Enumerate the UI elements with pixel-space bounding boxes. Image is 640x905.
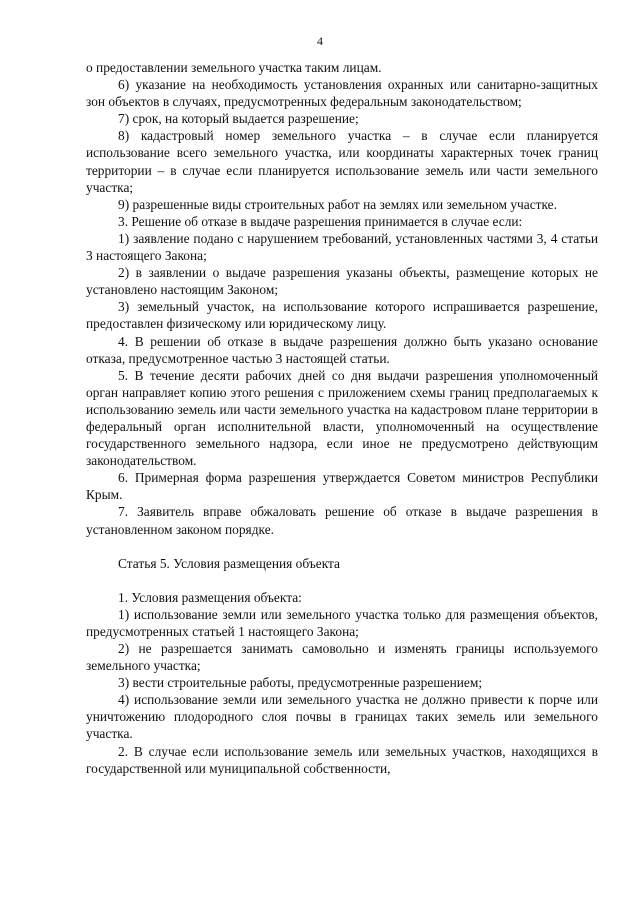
article-5-heading: Статья 5. Условия размещения объекта (118, 555, 340, 571)
list-item-9: 9) разрешенные виды строительных работ на землях или земельном участке. (118, 196, 557, 212)
page-number: 4 (317, 34, 323, 48)
document-body (86, 59, 598, 777)
article-5-clause-1: 1. Условия размещения объекта: (118, 589, 302, 605)
clause-3-item-2: 2) в заявлении о выдаче разрешения указаны объекты, размещение которых не установлено настоящим Законом; (86, 265, 598, 298)
list-item-7: 7) срок, на который выдается разрешение; (118, 111, 359, 127)
clause-7: 7. Заявитель вправе обжаловать решение об отказе в выдаче разрешения в установленном законом порядке. (86, 504, 598, 537)
list-item-6: 6) указание на необходимость установления охранных или санитарно-защитных зон объектов в случаях, предусмотренных федеральным законодательством; (86, 77, 598, 110)
article-5-item-1: 1) использование земли или земельного участка только для размещения объектов, предусмотренных статьей 1 настоящего Закона; (86, 606, 598, 639)
article-5-item-4: 4) использование земли или земельного участка не должно привести к порче или уничтожению плодородного слоя почвы в границах таких земель или земельного участка. (86, 692, 598, 742)
clause-3: 3. Решение об отказе в выдаче разрешения принимается в случае если: (118, 213, 523, 229)
article-5-item-3: 3) вести строительные работы, предусмотренные разрешением; (118, 675, 483, 691)
clause-5: 5. В течение десяти рабочих дней со дня выдачи разрешения уполномоченный орган направляет копию этого решения с приложением схемы границ предполагаемых к использованию земель или части земельного участка на кадастровом плане территории в федеральный орган исполнительной власти, уполномоченный на осуществление государственного земельного надзора, если иное не предусмотрено действующим законодательством. (86, 367, 598, 469)
clause-4: 4. В решении об отказе в выдаче разрешения должно быть указано основание отказа, предусмотренное частью 3 настоящей статьи. (86, 333, 598, 366)
article-5-clause-2: 2. В случае если использование земель или земельных участков, находящихся в государственной или муниципальной собственности, (86, 743, 598, 776)
clause-3-item-1: 1) заявление подано с нарушением требований, установленных частями 3, 4 статьи 3 настоящего Закона; (86, 230, 598, 264)
clause-3-item-3: 3) земельный участок, на использование которого испрашивается разрешение, предоставлен физическому или юридическому лицу. (86, 299, 598, 332)
paragraph-continuation: о предоставлении земельного участка таким лицам. (86, 60, 382, 75)
clause-6: 6. Примерная форма разрешения утверждается Советом министров Республики Крым. (86, 470, 598, 503)
list-item-8: 8) кадастровый номер земельного участка – в случае если планируется использование всего земельного участка, или координаты характерных точек границ территории – в случае если планируется использование земель или части земельного участка; (86, 128, 598, 195)
article-5-item-2: 2) не разрешается занимать самовольно и изменять границы используемого земельного участка; (86, 641, 598, 674)
